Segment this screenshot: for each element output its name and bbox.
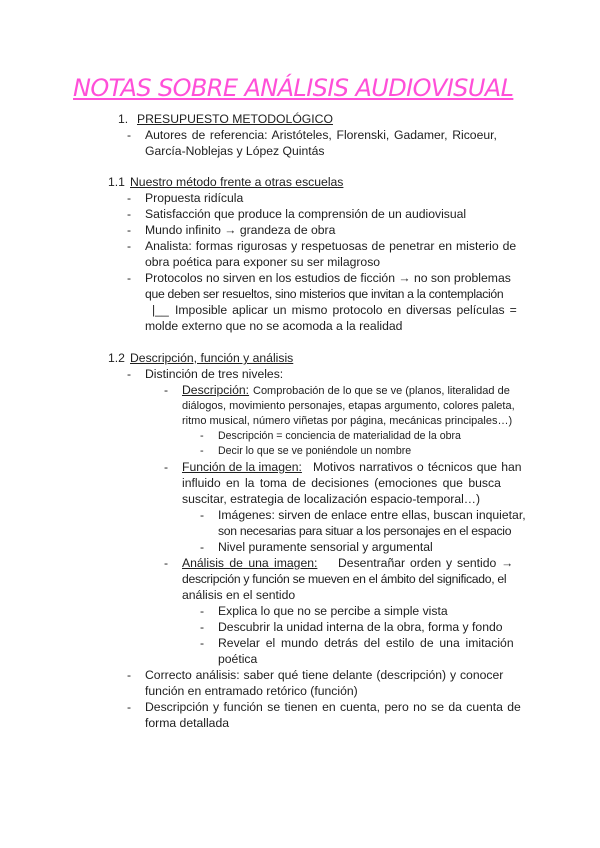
bullet-dash: - — [200, 604, 205, 618]
bullet-dash: - — [127, 271, 132, 285]
section-1-2-number: 1.2 — [108, 351, 125, 365]
protocolos-line-3: Imposible aplicar un mismo protocolo en diversas películas = — [175, 303, 517, 317]
section-1-2-heading: Descripción, función y análisis — [130, 351, 294, 365]
analisis-line-1: Desentrañar orden y sentido → — [338, 556, 514, 570]
authors-line-1: Autores de referencia: Aristóteles, Florenski, Gadamer, Ricoeur, — [145, 128, 497, 142]
list-item: Mundo infinito → grandeza de obra — [145, 223, 336, 237]
section-1-number: 1. — [118, 112, 129, 126]
analisis-line-3: análisis en el sentido — [182, 588, 296, 602]
indent-marker: |__ — [152, 303, 169, 317]
authors-line-2: García-Noblejas y López Quintás — [145, 144, 325, 158]
analista-line-1: Analista: formas rigurosas y respetuosas de penetrar en misterio de — [145, 239, 517, 253]
section-1-1-heading: Nuestro método frente a otras escuelas — [130, 175, 344, 189]
bullet-dash: - — [127, 128, 132, 142]
correcto-line-1: Correcto análisis: saber qué tiene delante (descripción) y conocer — [145, 668, 504, 682]
analisis-sub-3-line-2: poética — [218, 652, 258, 666]
funcion-line-3: suscitar, estrategia de localización espacio-temporal…) — [182, 492, 481, 506]
funcion-sub-1-line-2: son necesarias para situar a los personajes en el espacio — [218, 524, 512, 538]
document-title: NOTAS SOBRE ANÁLISIS AUDIOVISUAL — [73, 74, 514, 102]
descripcion-line-1: Comprobación de lo que se ve (planos, literalidad de — [253, 385, 510, 397]
protocolos-line-4: molde externo que no se acomoda a la realidad — [145, 319, 403, 333]
bullet-dash: - — [200, 620, 205, 634]
analisis-sub-3-line-1: Revelar el mundo detrás del estilo de una imitación — [218, 636, 514, 650]
descfunc-line-1: Descripción y función se tienen en cuenta, pero no se da cuenta de — [145, 700, 521, 714]
funcion-sub-1-line-1: Imágenes: sirven de enlace entre ellas, buscan inquietar, — [218, 508, 526, 522]
bullet-dash: - — [200, 445, 204, 457]
bullet-dash: - — [164, 460, 169, 474]
analisis-line-2: descripción y función se mueven en el ámbito del significado, el — [182, 572, 507, 586]
descripcion-label: Descripción: — [182, 383, 250, 397]
section-1-1-number: 1.1 — [108, 175, 125, 189]
descfunc-line-2: forma detallada — [145, 716, 230, 730]
funcion-line-2: influido en la toma de decisiones (emociones que busca — [182, 476, 501, 490]
protocolos-line-1: Protocolos no sirven en los estudios de ficción → no son problemas — [145, 271, 511, 285]
bullet-dash: - — [127, 223, 132, 237]
levels-intro: Distinción de tres niveles: — [145, 367, 284, 381]
bullet-dash: - — [200, 540, 205, 554]
descripcion-line-2: diálogos, movimiento personajes, etapas argumento, colores paleta, — [182, 400, 515, 412]
analista-line-2: obra poética para exponer su ser milagroso — [145, 255, 381, 269]
bullet-dash: - — [164, 383, 169, 397]
descripcion-line-3: ritmo musical, número viñetas por página, mecánicas principales…) — [182, 415, 513, 427]
bullet-dash: - — [127, 239, 132, 253]
funcion-label: Función de la imagen: — [182, 460, 302, 474]
descripcion-sub-2: Decir lo que se ve poniéndole un nombre — [218, 445, 412, 457]
bullet-dash: - — [127, 700, 132, 714]
bullet-dash: - — [200, 508, 205, 522]
funcion-sub-2: Nivel puramente sensorial y argumental — [218, 540, 433, 554]
bullet-dash: - — [127, 668, 132, 682]
list-item: Satisfacción que produce la comprensión de un audiovisual — [145, 207, 467, 221]
list-item: Propuesta ridícula — [145, 191, 244, 205]
analisis-sub-2: Descubrir la unidad interna de la obra, forma y fondo — [218, 620, 503, 634]
bullet-dash: - — [200, 636, 205, 650]
bullet-dash: - — [164, 556, 169, 570]
analisis-sub-1: Explica lo que no se percibe a simple vista — [218, 604, 448, 618]
protocolos-line-2: que deben ser resueltos, sino misterios que invitan a la contemplación — [145, 287, 504, 301]
bullet-dash: - — [200, 430, 204, 442]
bullet-dash: - — [127, 191, 132, 205]
bullet-dash: - — [127, 367, 132, 381]
funcion-line-1: Motivos narrativos o técnicos que han — [313, 460, 522, 474]
descripcion-sub-1: Descripción = conciencia de materialidad de la obra — [218, 430, 461, 442]
analisis-label: Análisis de una imagen: — [182, 556, 318, 570]
correcto-line-2: función en entramado retórico (función) — [145, 684, 358, 698]
bullet-dash: - — [127, 207, 132, 221]
section-1-heading: PRESUPUESTO METODOLÓGICO — [137, 112, 333, 126]
